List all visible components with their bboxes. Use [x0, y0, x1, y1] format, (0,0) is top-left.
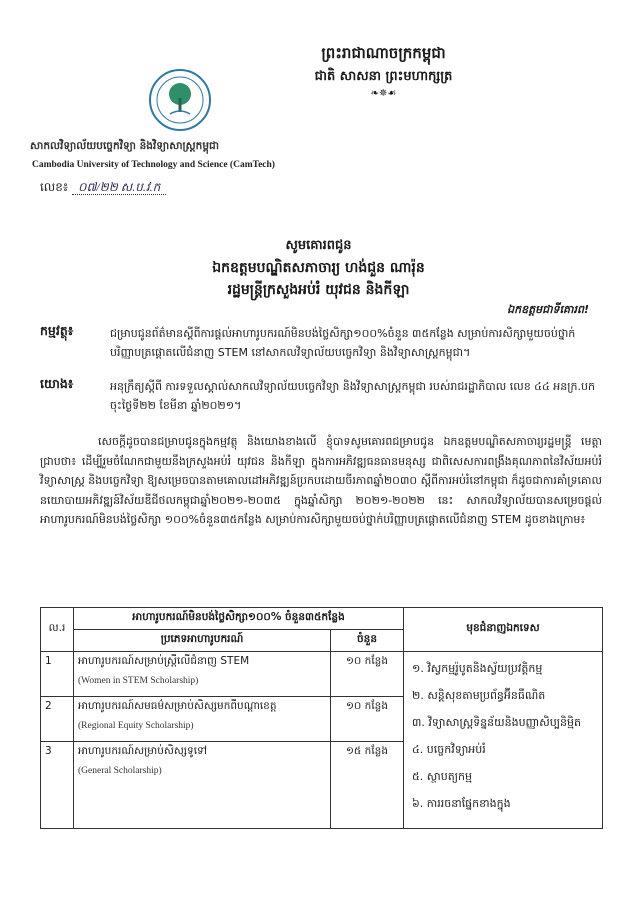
- ref-value: ០៧/២២ ស.ប.វ.ក: [72, 180, 166, 195]
- majors-cell: [404, 652, 603, 829]
- camtech-logo: [148, 68, 212, 132]
- scholarship-table: [40, 607, 603, 829]
- salutation: ឯកឧត្តមជាទីគោរព!: [507, 303, 589, 316]
- ref-label: លេខ៖: [40, 180, 69, 194]
- col-type-header: ប្រភេទអាហារូបករណ៍: [74, 630, 331, 652]
- scholarship-count: ១០ កន្លែង: [331, 652, 404, 697]
- type-khmer: អាហារូបករណ៍សមធម៌សម្រាប់សិស្សមកពីបណ្តាខេត្ត: [78, 700, 277, 712]
- scholarship-type: [74, 742, 331, 829]
- type-khmer: អាហារូបករណ៍សម្រាប់សិស្សទូទៅ: [78, 745, 208, 757]
- scholarship-count: ១០ កន្លែង: [331, 697, 404, 742]
- addressee-intro: សូមគោរពជូន: [285, 238, 352, 253]
- body-paragraph: សេចក្តីដូចបានជម្រាបជូនក្នុងកម្មវត្ថុ និងយោងខាងលើ ខ្ញុំបាទសូមគោរពជម្រាបជូន ឯកឧត្តមបណ្ឌិតសភាចារ្យរដ្ឋមន្ត្រី មេត្តាជ្រាបថា៖ ដើម្បីរួមចំណែកជាមួយនឹងក្រសួងអប់រំ យុវជន និងកីឡា ក្នុងការអភិវឌ្ឍធនធានមនុស្ស ជាពិសេសការពង្រឹងគុណភាពនៃវិស័យអប់រំវិទ្យាសាស្ត្រ និងបច្ចេកវិទ្យា ឱ្យសម្រេចបានតាមគោលដៅអភិវឌ្ឍន៍ប្រកបដោយចីរភាពឆ្នាំ២០៣០ ស្តីពីការអប់រំនៅកម្ពុជា ក៏ដូចជាការគាំទ្រគោលនយោបាយអភិវឌ្ឍន៍វិស័យឌីជីថលកម្ពុជាឆ្នាំ២០២១-២០៣៥ ក្នុងឆ្នាំសិក្សា ២០២១-២០២២ នេះ សាកលវិទ្យាល័យបានសម្រេចផ្តល់អាហារូបករណ៍មិនបង់ថ្លៃសិក្សា ១០០%ចំនួន៣៥កន្លែង សម្រាប់ការសិក្សាមួយចប់ថ្នាក់បរិញ្ញាបត្រផ្តោតលើជំនាញ STEM ដូចខាងក្រោម៖: [40, 435, 602, 526]
- national-motto: ជាតិ សាសនា ព្រះមហាក្សត្រ: [314, 69, 453, 84]
- university-name-english: Cambodia University of Technology and Science (CamTech): [32, 160, 275, 170]
- group-header: អាហារូបករណ៍មិនបង់ថ្លៃសិក្សា១០០% ចំនួន៣៥កន្លែង: [74, 608, 404, 630]
- major-item: ៦. ការរចនាផ្នែកខាងក្នុង: [412, 797, 511, 810]
- reference-label: យោង៖: [40, 376, 74, 391]
- major-item: ៣. វិទ្យាសាស្ត្រទិន្នន័យនិងបញ្ញាសិប្បនិម្មិត: [412, 716, 581, 729]
- major-item: ២. សន្តិសុខតាមប្រព័ន្ធអ៊ីនធឺណិត: [412, 689, 546, 702]
- reference-number: [40, 179, 166, 197]
- subject-label: កម្មវត្ថុ៖: [40, 323, 74, 338]
- col-count-header: ចំនួន: [331, 630, 404, 652]
- scholarship-type: [74, 697, 331, 742]
- kingdom-title: ព្រះរាជាណាចក្រកម្ពុជា: [321, 44, 446, 62]
- major-item: ៤. បច្ចេកវិទ្យាអប់រំ: [412, 743, 486, 756]
- addressee-title: រដ្ឋមន្ត្រីក្រសួងអប់រំ យុវជន និងកីឡា: [227, 282, 410, 298]
- type-english: (Women in STEM Scholarship): [78, 676, 199, 686]
- col-no-header: ល.រ: [41, 608, 74, 652]
- university-name-khmer: សាកលវិទ្យាល័យបច្ចេកវិទ្យា និងវិទ្យាសាស្ត្រកម្ពុជា: [30, 140, 219, 152]
- type-khmer: អាហារូបករណ៍សម្រាប់ស្ត្រីលើជំនាញ STEM: [78, 655, 250, 667]
- scholarship-type: [74, 652, 331, 697]
- table-row: [41, 652, 603, 697]
- major-item: ១. វិស្វកម្មរ៉ូបូតនិងស្វ័យប្រវត្តិកម្ម: [412, 662, 543, 675]
- type-english: (Regional Equity Scholarship): [78, 721, 194, 731]
- type-english: (General Scholarship): [78, 766, 162, 776]
- addressee-name: ឯកឧត្តមបណ្ឌិតសភាចារ្យ ហង់ជួន ណារ៉ុន: [212, 260, 425, 276]
- reference-text: អនុក្រឹត្យស្តីពី ការទទួលស្គាល់សាកលវិទ្យាល័យបច្ចេកវិទ្យា និងវិទ្យាសាស្ត្រកម្ពុជា របស់រាជរដ្ឋាភិបាល លេខ ៤៤ អនក្រ.បក ចុះថ្ងៃទី២២ ខែមីនា ឆ្នាំ២០២១។: [110, 380, 595, 412]
- col-major-header: មុខជំនាញឯកទេស: [404, 608, 603, 652]
- scholarship-count: ១៥ កន្លែង: [331, 742, 404, 829]
- row-no: 1: [41, 652, 74, 697]
- row-no: 2: [41, 697, 74, 742]
- subject-text: ជម្រាបជូនព័ត៌មានស្តីពីការផ្តល់អាហារូបករណ៍មិនបង់ថ្លៃសិក្សា១០០%ចំនួន ៣៥កន្លែង សម្រាប់ការសិក្សាមួយចប់ថ្នាក់បរិញ្ញាបត្រផ្តោតលើជំនាញ STEM នៅសាកលវិទ្យាល័យបច្ចេកវិទ្យា និងវិទ្យាសាស្ត្រកម្ពុជា។: [110, 327, 576, 359]
- ornament-divider: ❧✵☙: [370, 88, 397, 99]
- row-no: 3: [41, 742, 74, 829]
- major-item: ៥. ស្ថាបត្យកម្ម: [412, 770, 472, 783]
